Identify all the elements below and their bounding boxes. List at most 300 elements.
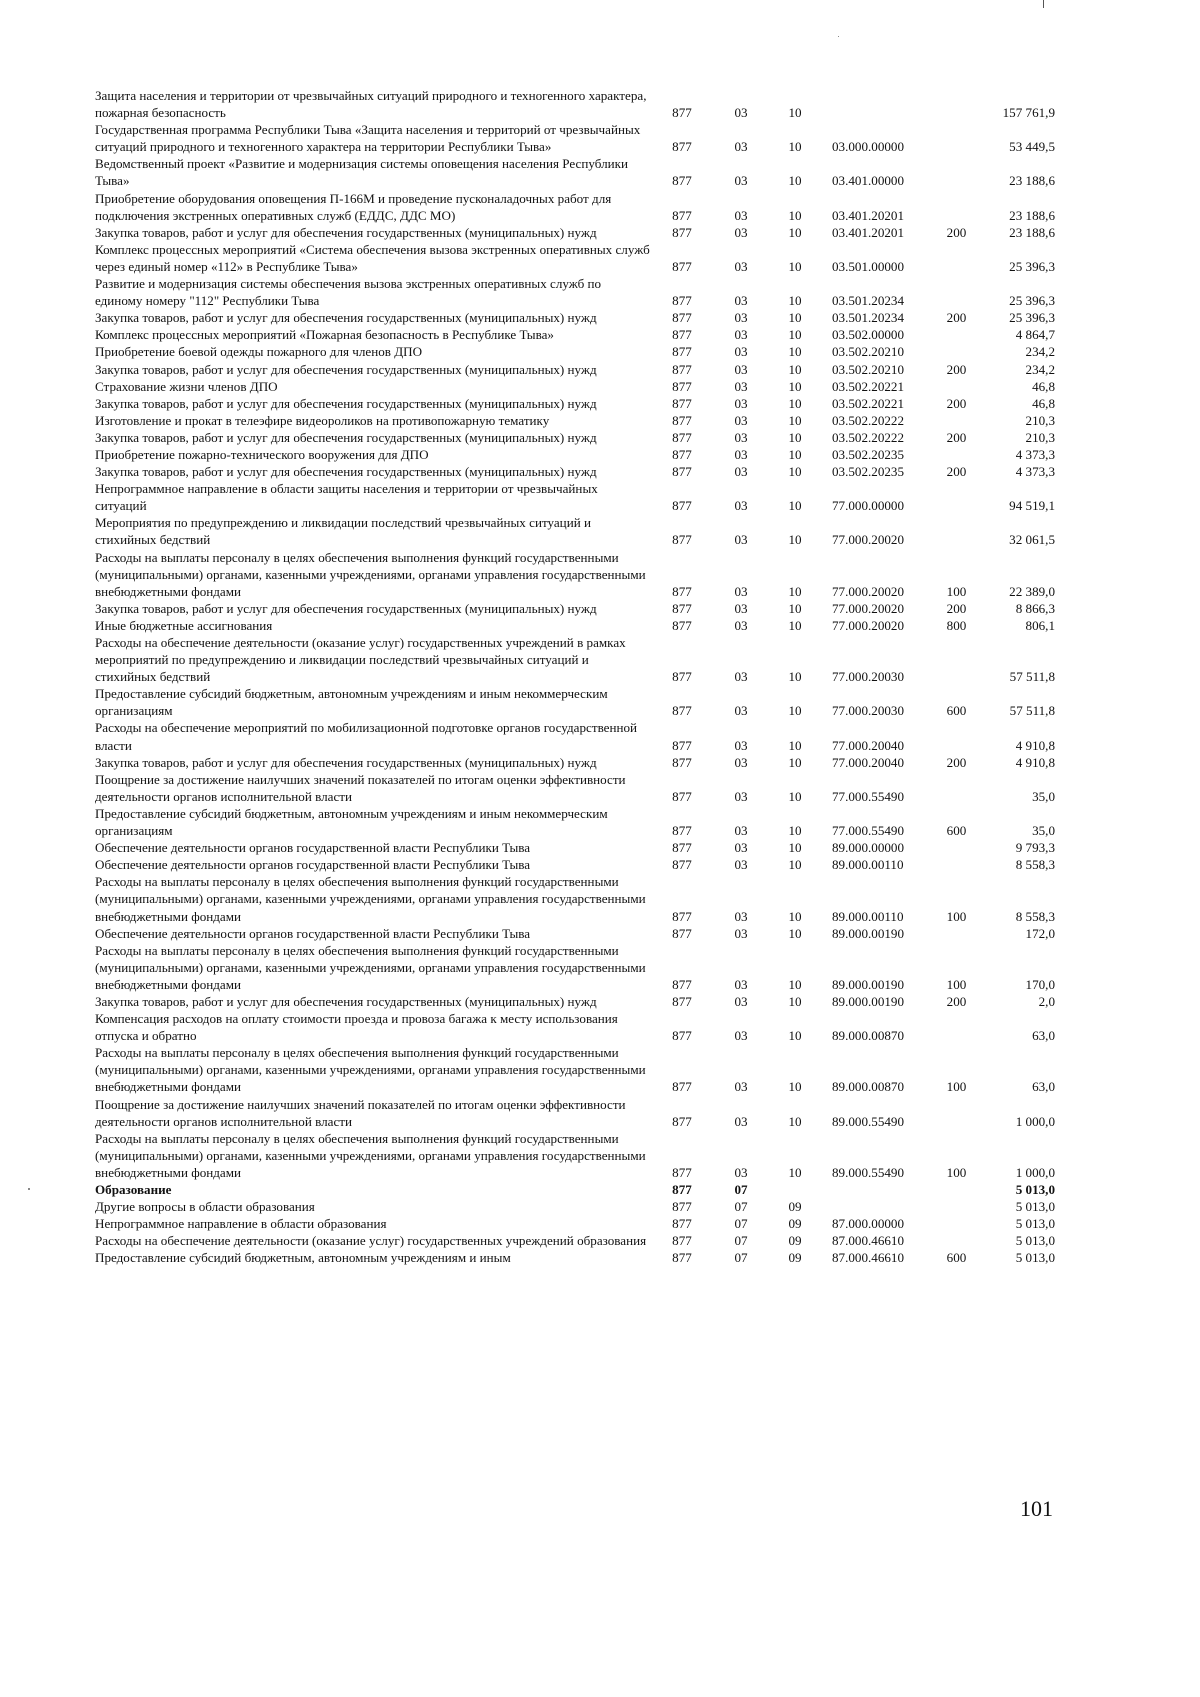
section-code: 07: [734, 1250, 748, 1266]
table-row: [95, 1215, 1055, 1232]
row-name: Изготовление и прокат в телеэфире видеороликов на противопожарную тематику: [95, 412, 550, 428]
table-row: [95, 617, 1055, 634]
table-row: [95, 805, 1055, 839]
subsection-code: 10: [788, 327, 802, 343]
target-article-code: 03.501.00000: [832, 258, 905, 274]
ministry-code: 877: [672, 1113, 692, 1129]
target-article-code: 89.000.55490: [832, 1113, 905, 1129]
subsection-code: 09: [788, 1250, 802, 1266]
table-row: [95, 309, 1055, 326]
subsection-code: 10: [788, 446, 802, 462]
table-row: [95, 1181, 1055, 1198]
target-article-code: 87.000.00000: [832, 1216, 905, 1232]
subsection-code: 10: [788, 361, 802, 377]
expense-type-code: 200: [946, 993, 967, 1009]
ministry-code: 877: [672, 429, 692, 445]
row-name: Расходы на выплаты персоналу в целях обеспечения выполнения функций государственными (муниципальными) органами, казенными учреждениями, органами управления государственными внебюджетными фондами: [95, 1130, 646, 1180]
section-code: 03: [734, 412, 748, 428]
row-name: Приобретение пожарно-технического вооружения для ДПО: [95, 446, 429, 462]
target-article-code: 03.502.20210: [832, 361, 905, 377]
row-name: Закупка товаров, работ и услуг для обеспечения государственных (муниципальных) нужд: [95, 600, 597, 616]
section-code: 03: [734, 617, 748, 633]
ministry-code: 877: [672, 412, 692, 428]
row-name: Расходы на обеспечение мероприятий по мобилизационной подготовке органов государственной власти: [95, 720, 638, 753]
target-article-code: 03.502.20221: [832, 378, 905, 394]
subsection-code: 10: [788, 1113, 802, 1129]
section-code: 03: [734, 224, 748, 240]
section-code: 07: [734, 1199, 748, 1215]
section-code: 03: [734, 925, 748, 941]
target-article-code: 03.502.20235: [832, 464, 905, 480]
subsection-code: 10: [788, 395, 802, 411]
section-code: 03: [734, 823, 748, 839]
target-article-code: 77.000.20020: [832, 600, 905, 616]
expense-type-code: 100: [946, 583, 967, 599]
amount: 5 013,0: [1015, 1199, 1055, 1215]
subsection-code: 10: [788, 669, 802, 685]
target-article-code: 89.000.00110: [832, 908, 904, 924]
row-name: Расходы на обеспечение деятельности (оказание услуг) государственных учреждений образования: [95, 1233, 647, 1249]
subsection-code: 09: [788, 1216, 802, 1232]
target-article-code: 89.000.00190: [832, 993, 905, 1009]
expense-type-code: 600: [946, 823, 967, 839]
ministry-code: 877: [672, 310, 692, 326]
section-code: 03: [734, 464, 748, 480]
amount: 8 866,3: [1015, 600, 1055, 616]
table-row: [95, 224, 1055, 241]
ministry-code: 877: [672, 1250, 692, 1266]
target-article-code: 87.000.46610: [832, 1233, 905, 1249]
row-name: Предоставление субсидий бюджетным, автономным учреждениям и иным некоммерческим организациям: [95, 805, 608, 839]
subsection-code: 10: [788, 105, 802, 121]
ministry-code: 877: [672, 464, 692, 480]
table-row: [95, 378, 1055, 395]
target-article-code: 03.501.20234: [832, 310, 905, 326]
amount: 210,3: [1025, 429, 1055, 445]
row-name: Приобретение боевой одежды пожарного для членов ДПО: [95, 344, 423, 360]
table-row: [95, 514, 1055, 548]
ministry-code: 877: [672, 1199, 692, 1215]
amount: 5 013,0: [1015, 1250, 1055, 1266]
row-name: Закупка товаров, работ и услуг для обеспечения государственных (муниципальных) нужд: [95, 395, 597, 411]
table-row: [95, 1044, 1055, 1095]
target-article-code: 03.401.20201: [832, 207, 905, 223]
subsection-code: 09: [788, 1233, 802, 1249]
subsection-code: 10: [788, 925, 802, 941]
subsection-code: 10: [788, 976, 802, 992]
section-code: 03: [734, 583, 748, 599]
expense-type-code: 600: [946, 703, 967, 719]
table-row: [95, 1232, 1055, 1249]
subsection-code: 10: [788, 908, 802, 924]
table-row: [95, 190, 1055, 224]
table-row: [95, 1096, 1055, 1130]
table-row: [95, 446, 1055, 463]
table-row: [95, 275, 1055, 309]
subsection-code: 10: [788, 498, 802, 514]
amount: 35,0: [1032, 788, 1055, 804]
amount: 4 373,3: [1015, 446, 1055, 462]
section-code: 03: [734, 669, 748, 685]
section-code: 03: [734, 1113, 748, 1129]
row-name: Приобретение оборудования оповещения П-166М и проведение пусконаладочных работ для подключения экстренных оперативных служб (ЕДДС, ДДС МО): [95, 190, 612, 223]
row-name: Развитие и модернизация системы обеспечения вызова экстренных оперативных служб по единому номеру "112" Республики Тыва: [95, 276, 602, 309]
subsection-code: 10: [788, 429, 802, 445]
table-row: [95, 685, 1055, 719]
target-article-code: 89.000.00870: [832, 1079, 905, 1095]
target-article-code: 03.502.00000: [832, 327, 905, 343]
section-code: 03: [734, 1028, 748, 1044]
amount: 806,1: [1025, 617, 1055, 633]
amount: 25 396,3: [1009, 293, 1055, 309]
expense-type-code: 100: [946, 1079, 967, 1095]
target-article-code: 89.000.00190: [832, 925, 905, 941]
row-name: Закупка товаров, работ и услуг для обеспечения государственных (муниципальных) нужд: [95, 361, 597, 377]
table-row: [95, 155, 1055, 189]
subsection-code: 10: [788, 378, 802, 394]
amount: 4 910,8: [1015, 754, 1055, 770]
row-name: Предоставление субсидий бюджетным, автономным учреждениям и иным: [95, 1250, 511, 1266]
row-name: Компенсация расходов на оплату стоимости проезда и провоза багажа к месту использования отпуска и обратно: [95, 1011, 618, 1044]
subsection-code: 10: [788, 293, 802, 309]
ministry-code: 877: [672, 617, 692, 633]
table-row: [95, 925, 1055, 942]
section-code: 03: [734, 498, 748, 514]
section-code: 03: [734, 600, 748, 616]
ministry-code: 877: [672, 976, 692, 992]
target-article-code: 03.000.00000: [832, 139, 905, 155]
row-name: Комплекс процессных мероприятий «Система обеспечения вызова экстренных оперативных служб через единый номер «112» в Республике Тыва»: [95, 241, 650, 274]
table-row: [95, 395, 1055, 412]
row-name: Обеспечение деятельности органов государственной власти Республики Тыва: [95, 857, 531, 873]
ministry-code: 877: [672, 361, 692, 377]
amount: 23 188,6: [1009, 224, 1055, 240]
section-code: 03: [734, 446, 748, 462]
subsection-code: 10: [788, 788, 802, 804]
table-row: [95, 1249, 1055, 1266]
amount: 157 761,9: [1002, 105, 1055, 121]
amount: 94 519,1: [1009, 498, 1055, 514]
target-article-code: 77.000.00000: [832, 498, 905, 514]
section-code: 03: [734, 532, 748, 548]
table-row: [95, 873, 1055, 924]
amount: 8 558,3: [1015, 908, 1055, 924]
table-row: [95, 241, 1055, 275]
row-name: Комплекс процессных мероприятий «Пожарная безопасность в Республике Тыва»: [95, 327, 554, 343]
ministry-code: 877: [672, 1233, 692, 1249]
row-name: Ведомственный проект «Развитие и модернизация системы оповещения населения Республики Тыва»: [95, 156, 628, 189]
amount: 32 061,5: [1009, 532, 1055, 548]
table-row: [95, 771, 1055, 805]
section-code: 03: [734, 173, 748, 189]
margin-mark: [1043, 0, 1044, 8]
row-name: Предоставление субсидий бюджетным, автономным учреждениям и иным некоммерческим организациям: [95, 686, 608, 719]
amount: 2,0: [1038, 993, 1055, 1009]
row-name: Мероприятия по предупреждению и ликвидации последствий чрезвычайных ситуаций и стихийных бедствий: [95, 515, 591, 548]
ministry-code: 877: [672, 327, 692, 343]
row-name: Закупка товаров, работ и услуг для обеспечения государственных (муниципальных) нужд: [95, 310, 597, 326]
table-row: [95, 1010, 1055, 1044]
table-row: [95, 121, 1055, 155]
row-name: Закупка товаров, работ и услуг для обеспечения государственных (муниципальных) нужд: [95, 429, 597, 445]
subsection-code: 10: [788, 1028, 802, 1044]
section-code: 03: [734, 788, 748, 804]
amount: 234,2: [1025, 344, 1055, 360]
row-name: Расходы на выплаты персоналу в целях обеспечения выполнения функций государственными (муниципальными) органами, казенными учреждениями, органами управления государственными внебюджетными фондами: [95, 549, 646, 599]
target-article-code: 89.000.00000: [832, 840, 905, 856]
ministry-code: 877: [672, 293, 692, 309]
section-code: 03: [734, 361, 748, 377]
ministry-code: 877: [672, 1182, 692, 1197]
subsection-code: 10: [788, 532, 802, 548]
subsection-code: 10: [788, 224, 802, 240]
expense-type-code: 200: [946, 361, 967, 377]
table-row: [95, 839, 1055, 856]
target-article-code: 03.401.00000: [832, 173, 905, 189]
section-code: 03: [734, 207, 748, 223]
ministry-code: 877: [672, 532, 692, 548]
amount: 4 864,7: [1015, 327, 1055, 343]
section-code: 03: [734, 139, 748, 155]
target-article-code: 77.000.20020: [832, 583, 905, 599]
target-article-code: 77.000.20030: [832, 669, 905, 685]
row-name: Другие вопросы в области образования: [95, 1199, 315, 1215]
subsection-code: 10: [788, 139, 802, 155]
table-row: [95, 942, 1055, 993]
subsection-code: 10: [788, 173, 802, 189]
target-article-code: 03.401.20201: [832, 224, 905, 240]
table-row: [95, 856, 1055, 873]
ministry-code: 877: [672, 737, 692, 753]
section-code: 03: [734, 737, 748, 753]
table-row: [95, 1198, 1055, 1215]
subsection-code: 10: [788, 344, 802, 360]
row-name: Обеспечение деятельности органов государственной власти Республики Тыва: [95, 925, 531, 941]
table-row: [95, 87, 1055, 121]
subsection-code: 10: [788, 464, 802, 480]
amount: 5 013,0: [1015, 1216, 1055, 1232]
target-article-code: 77.000.20020: [832, 532, 905, 548]
row-name: Закупка товаров, работ и услуг для обеспечения государственных (муниципальных) нужд: [95, 464, 597, 480]
section-code: 03: [734, 105, 748, 121]
table-row: [95, 429, 1055, 446]
amount: 1 000,0: [1015, 1164, 1055, 1180]
section-code: 07: [734, 1233, 748, 1249]
table-row: [95, 549, 1055, 600]
expense-type-code: 100: [946, 908, 967, 924]
ministry-code: 877: [672, 207, 692, 223]
row-name: Расходы на обеспечение деятельности (оказание услуг) государственных учреждений в рамках мероприятий по предупреждению и ликвидации последствий чрезвычайных ситуаций и стихийных бедствий: [95, 635, 626, 685]
amount: 23 188,6: [1009, 207, 1055, 223]
target-article-code: 77.000.20040: [832, 737, 905, 753]
section-code: 03: [734, 857, 748, 873]
amount: 25 396,3: [1009, 310, 1055, 326]
table-row: [95, 326, 1055, 343]
expense-type-code: 200: [946, 395, 967, 411]
ministry-code: 877: [672, 1079, 692, 1095]
section-code: 03: [734, 395, 748, 411]
subsection-code: 10: [788, 258, 802, 274]
table-row: [95, 719, 1055, 753]
subsection-code: 10: [788, 703, 802, 719]
section-code: 03: [734, 908, 748, 924]
subsection-code: 10: [788, 412, 802, 428]
section-code: 03: [734, 1164, 748, 1180]
ministry-code: 877: [672, 754, 692, 770]
target-article-code: 89.000.55490: [832, 1164, 905, 1180]
expense-type-code: 200: [946, 464, 967, 480]
section-code: 03: [734, 378, 748, 394]
ministry-code: 877: [672, 378, 692, 394]
target-article-code: 87.000.46610: [832, 1250, 905, 1266]
scan-speck: [28, 1188, 30, 1190]
amount: 9 793,3: [1015, 840, 1055, 856]
table-row: [95, 343, 1055, 360]
section-code: 03: [734, 327, 748, 343]
ministry-code: 877: [672, 840, 692, 856]
ministry-code: 877: [672, 857, 692, 873]
ministry-code: 877: [672, 908, 692, 924]
table-row: [95, 634, 1055, 685]
row-name: Страхование жизни членов ДПО: [95, 378, 278, 394]
row-name: Государственная программа Республики Тыва «Защита населения и территорий от чрезвычайных ситуаций природного и техногенного характера на территории Республики Тыва»: [95, 122, 641, 155]
target-article-code: 03.502.20221: [832, 395, 905, 411]
table-row: [95, 480, 1055, 514]
ministry-code: 877: [672, 1028, 692, 1044]
row-name: Расходы на выплаты персоналу в целях обеспечения выполнения функций государственными (муниципальными) органами, казенными учреждениями, органами управления государственными внебюджетными фондами: [95, 1045, 646, 1095]
subsection-code: 10: [788, 310, 802, 326]
expense-type-code: 100: [946, 976, 967, 992]
row-name: Поощрение за достижение наилучших значений показателей по итогам оценки эффективности деятельности органов исполнительной власти: [95, 771, 626, 804]
row-name: Расходы на выплаты персоналу в целях обеспечения выполнения функций государственными (муниципальными) органами, казенными учреждениями, органами управления государственными внебюджетными фондами: [95, 942, 646, 992]
table-row: [95, 1130, 1055, 1181]
table-row: [95, 754, 1055, 771]
amount: 35,0: [1032, 823, 1055, 839]
ministry-code: 877: [672, 1216, 692, 1232]
page-number: 101: [1020, 1496, 1053, 1521]
ministry-code: 877: [672, 344, 692, 360]
subsection-code: 10: [788, 583, 802, 599]
section-code: 03: [734, 310, 748, 326]
scan-speck: [838, 36, 839, 37]
amount: 25 396,3: [1009, 258, 1055, 274]
subsection-code: 10: [788, 754, 802, 770]
amount: 53 449,5: [1009, 139, 1055, 155]
subsection-code: 10: [788, 207, 802, 223]
target-article-code: 89.000.00110: [832, 857, 904, 873]
ministry-code: 877: [672, 139, 692, 155]
section-code: 03: [734, 1079, 748, 1095]
ministry-code: 877: [672, 600, 692, 616]
row-name: Обеспечение деятельности органов государственной власти Республики Тыва: [95, 840, 531, 856]
target-article-code: 03.502.20222: [832, 429, 905, 445]
subsection-code: 09: [788, 1199, 802, 1215]
ministry-code: 877: [672, 788, 692, 804]
section-code: 03: [734, 703, 748, 719]
expense-type-code: 200: [946, 224, 967, 240]
table-row: [95, 600, 1055, 617]
target-article-code: 03.502.20222: [832, 412, 905, 428]
target-article-code: 03.502.20210: [832, 344, 905, 360]
amount: 234,2: [1025, 361, 1055, 377]
section-code: 03: [734, 840, 748, 856]
target-article-code: 89.000.00190: [832, 976, 905, 992]
amount: 8 558,3: [1015, 857, 1055, 873]
amount: 63,0: [1032, 1079, 1055, 1095]
expense-type-code: 600: [946, 1250, 967, 1266]
amount: 170,0: [1025, 976, 1055, 992]
ministry-code: 877: [672, 703, 692, 719]
subsection-code: 10: [788, 993, 802, 1009]
row-name: Образование: [95, 1182, 172, 1197]
section-code: 03: [734, 993, 748, 1009]
subsection-code: 10: [788, 1079, 802, 1095]
section-code: 07: [734, 1216, 748, 1232]
expense-type-code: 200: [946, 310, 967, 326]
expense-type-code: 200: [946, 754, 967, 770]
amount: 210,3: [1025, 412, 1055, 428]
amount: 4 373,3: [1015, 464, 1055, 480]
expense-type-code: 100: [946, 1164, 967, 1180]
ministry-code: 877: [672, 993, 692, 1009]
ministry-code: 877: [672, 446, 692, 462]
target-article-code: 89.000.00870: [832, 1028, 905, 1044]
row-name: Закупка товаров, работ и услуг для обеспечения государственных (муниципальных) нужд: [95, 754, 597, 770]
amount: 46,8: [1032, 378, 1055, 394]
row-name: Непрограммное направление в области образования: [95, 1216, 387, 1232]
ministry-code: 877: [672, 173, 692, 189]
section-code: 03: [734, 344, 748, 360]
expense-type-code: 200: [946, 429, 967, 445]
section-code: 07: [734, 1182, 748, 1197]
ministry-code: 877: [672, 1164, 692, 1180]
ministry-code: 877: [672, 823, 692, 839]
target-article-code: 77.000.20030: [832, 703, 905, 719]
section-code: 03: [734, 258, 748, 274]
target-article-code: 77.000.20040: [832, 754, 905, 770]
subsection-code: 10: [788, 823, 802, 839]
amount: 4 910,8: [1015, 737, 1055, 753]
section-code: 03: [734, 754, 748, 770]
ministry-code: 877: [672, 105, 692, 121]
ministry-code: 877: [672, 224, 692, 240]
table-row: [95, 993, 1055, 1010]
amount: 1 000,0: [1015, 1113, 1055, 1129]
section-code: 03: [734, 429, 748, 445]
table-row: [95, 412, 1055, 429]
row-name: Закупка товаров, работ и услуг для обеспечения государственных (муниципальных) нужд: [95, 224, 597, 240]
target-article-code: 03.501.20234: [832, 293, 905, 309]
target-article-code: 77.000.20020: [832, 617, 905, 633]
row-name: Поощрение за достижение наилучших значений показателей по итогам оценки эффективности деятельности органов исполнительной власти: [95, 1096, 626, 1129]
subsection-code: 10: [788, 840, 802, 856]
amount: 172,0: [1025, 925, 1055, 941]
row-name: Закупка товаров, работ и услуг для обеспечения государственных (муниципальных) нужд: [95, 993, 597, 1009]
subsection-code: 10: [788, 857, 802, 873]
target-article-code: 77.000.55490: [832, 788, 905, 804]
table-row: [95, 361, 1055, 378]
expense-type-code: 800: [946, 617, 967, 633]
table-row: [95, 463, 1055, 480]
row-name: Защита населения и территории от чрезвычайных ситуаций природного и техногенного характера, пожарная безопасность: [95, 88, 647, 121]
subsection-code: 10: [788, 1164, 802, 1180]
subsection-code: 10: [788, 617, 802, 633]
ministry-code: 877: [672, 669, 692, 685]
amount: 5 013,0: [1015, 1182, 1055, 1197]
amount: 22 389,0: [1009, 583, 1055, 599]
budget-table: [95, 87, 1055, 1266]
row-name: Расходы на выплаты персоналу в целях обеспечения выполнения функций государственными (муниципальными) органами, казенными учреждениями, органами управления государственными внебюджетными фондами: [95, 874, 646, 924]
